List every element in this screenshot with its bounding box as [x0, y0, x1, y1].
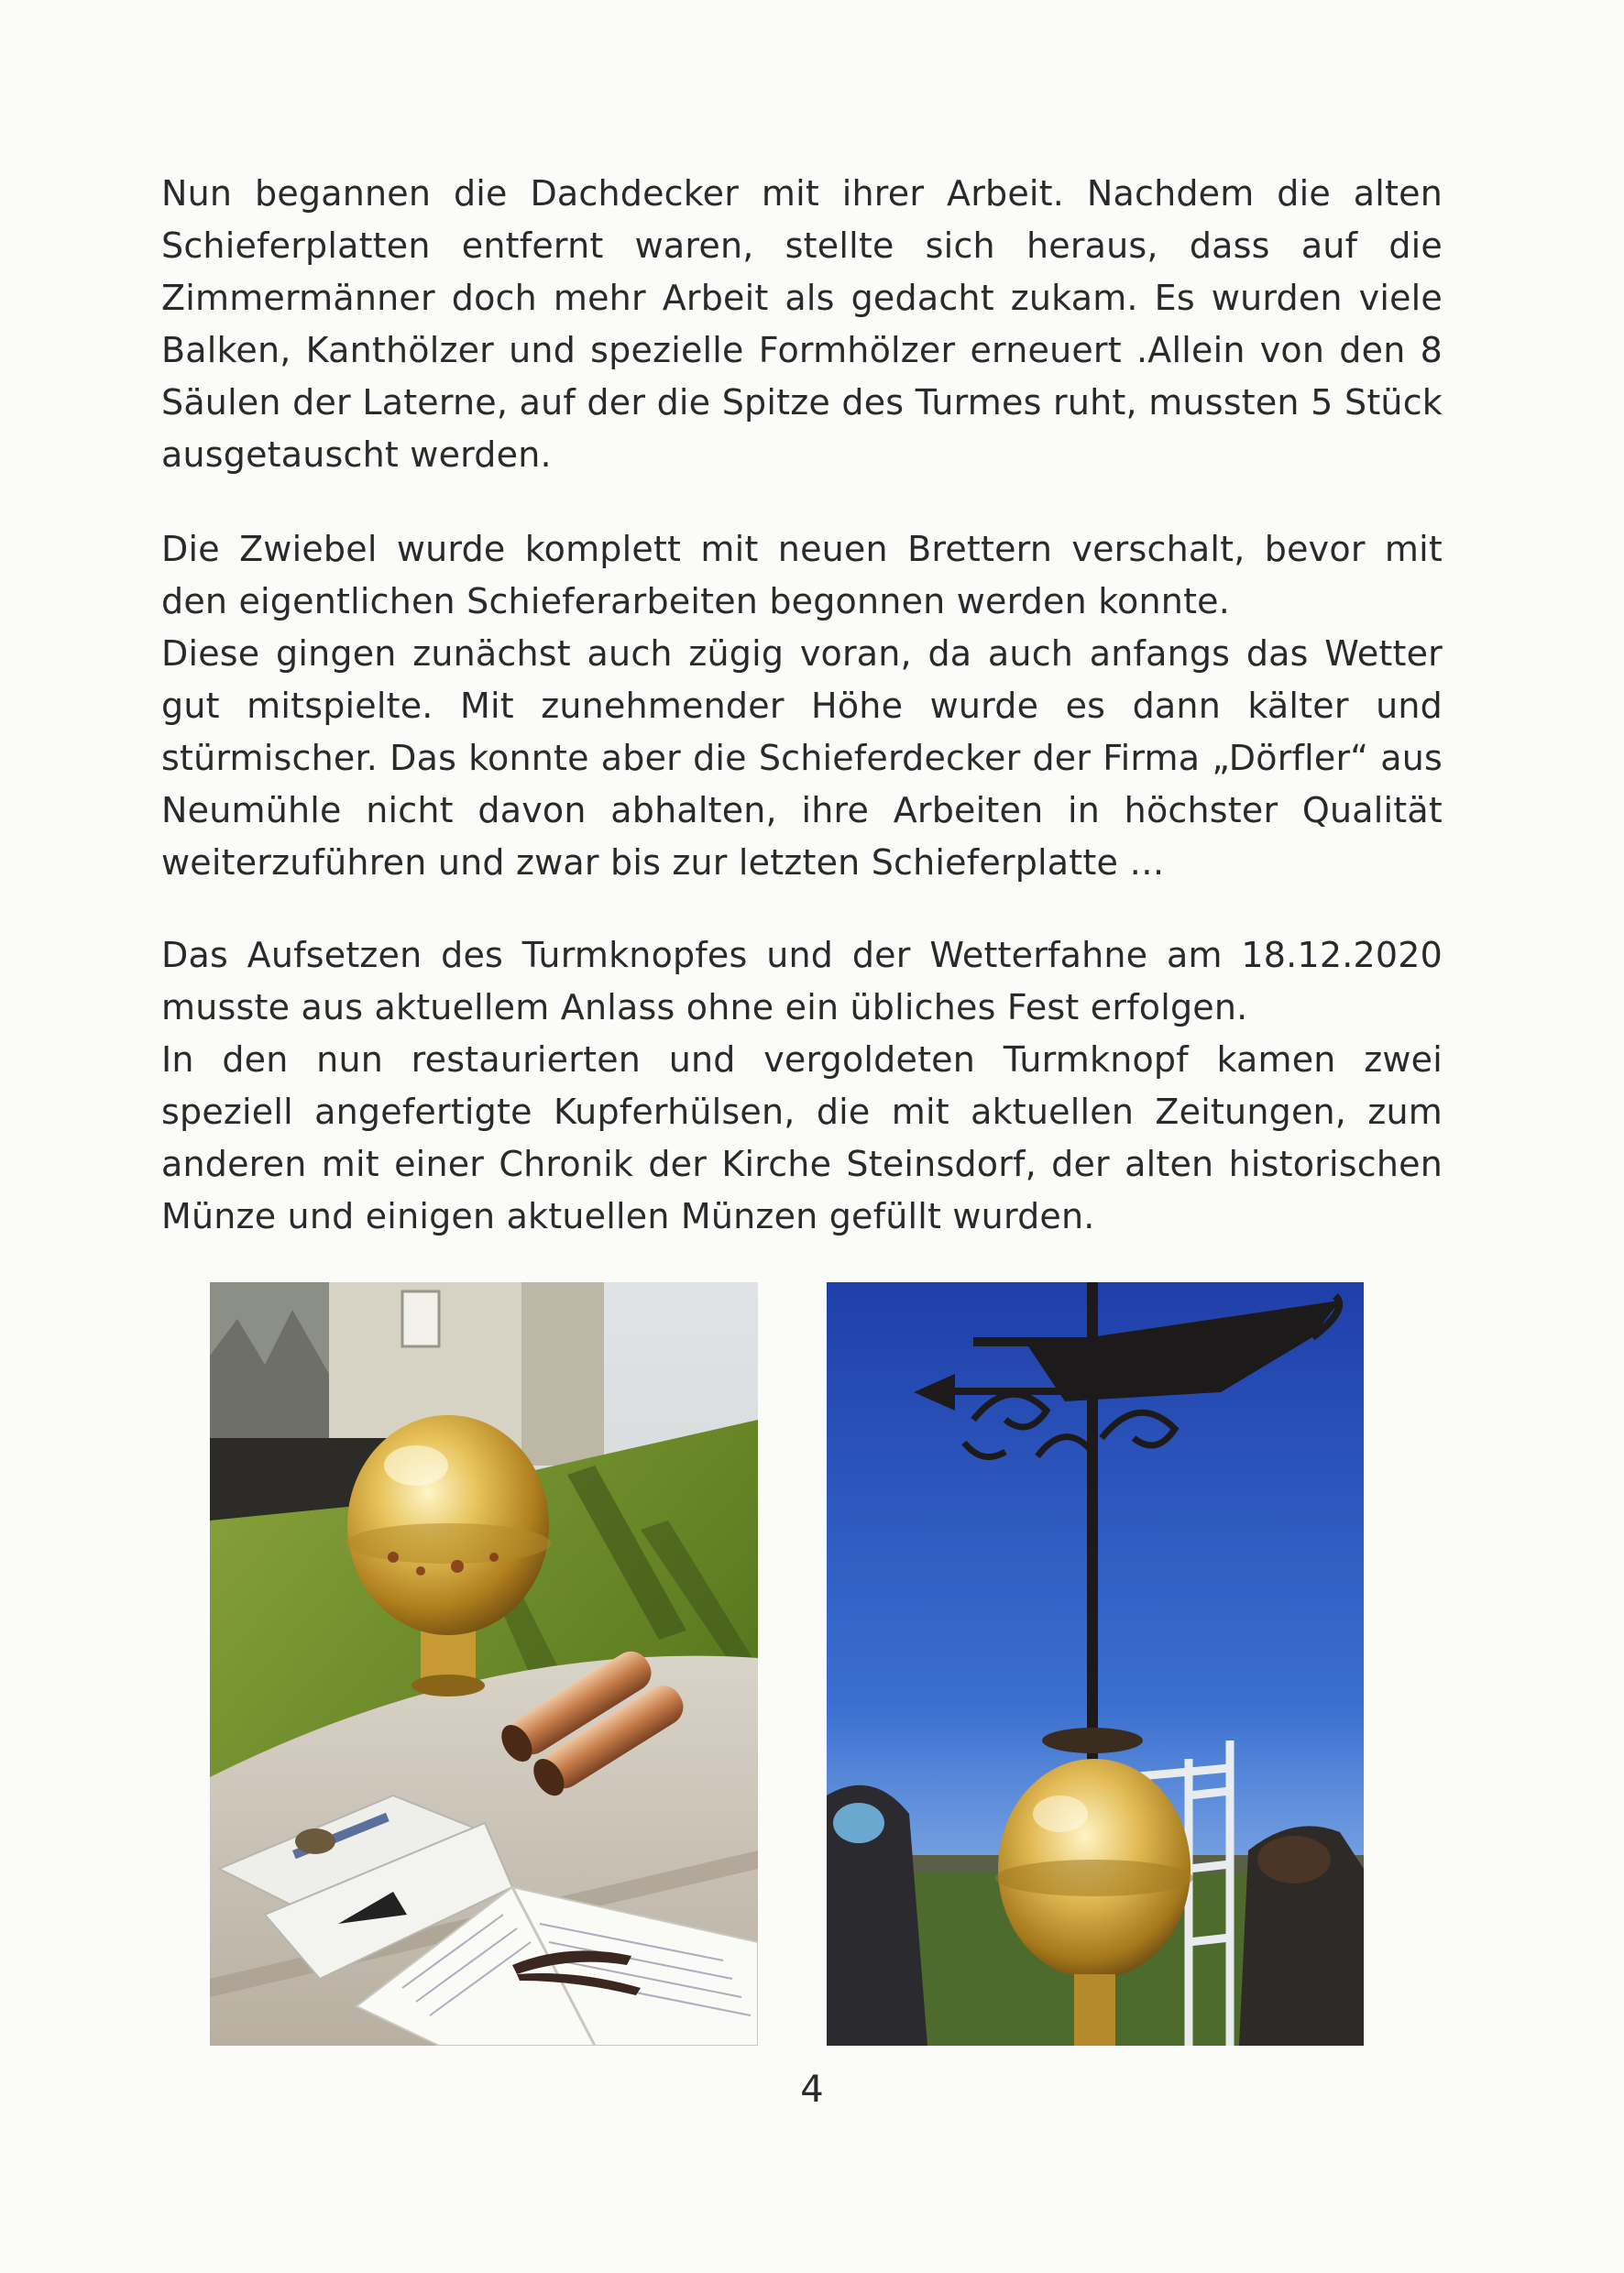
paragraph-line: Das Aufsetzen des Turmknopfes und der Wetterfahne am 18.12.2020 musste aus aktuellem Anlass ohne ein übliches Fest erfolgen.: [161, 935, 1443, 1027]
paragraph-line: Diese gingen zunächst auch zügig voran, da auch anfangs das Wetter gut mitspielte. Mit zunehmender Höhe wurde es dann kälter und stürmischer. Das konnte aber die Schieferdecker der Firma „Dörfler“ aus Neumühle nicht davon abhalten, ihre Arbeiten in höchster Qualität weiterzuführen und zwar bis zur letzten Schieferplatte …: [161, 633, 1443, 883]
photo-tower-knob-table: [210, 1282, 758, 2046]
paragraph-tower-knob: [161, 929, 1443, 1243]
photo-weather-vane-image: [827, 1282, 1364, 2046]
photo-tower-knob-table-image: [210, 1282, 758, 2046]
paragraph-line: Die Zwiebel wurde komplett mit neuen Brettern verschalt, bevor mit den eigentlichen Schieferarbeiten begonnen werden konnte.: [161, 529, 1443, 621]
paragraph-line: Nun begannen die Dachdecker mit ihrer Arbeit. Nachdem die alten Schieferplatten entfernt waren, stellte sich heraus, dass auf die Zimmermänner doch mehr Arbeit als gedacht zukam. Es wurden viele Balken, Kanthölzer und spezielle Formhölzer erneuert .Allein von den 8 Säulen der Laterne, auf der die Spitze des Turmes ruht, mussten 5 Stück ausgetauscht werden.: [161, 173, 1443, 475]
page-number: 4: [800, 2069, 824, 2111]
paragraph-onion-dome: [161, 523, 1443, 889]
paragraph-line: In den nun restaurierten und vergoldeten Turmknopf kamen zwei speziell angefertigte Kupferhülsen, die mit aktuellen Zeitungen, zum anderen mit einer Chronik der Kirche Steinsdorf, der alten historischen Münze und einigen aktuellen Münzen gefüllt wurden.: [161, 1039, 1443, 1236]
photo-weather-vane: [827, 1282, 1364, 2046]
paragraph-roofers: [161, 168, 1443, 481]
